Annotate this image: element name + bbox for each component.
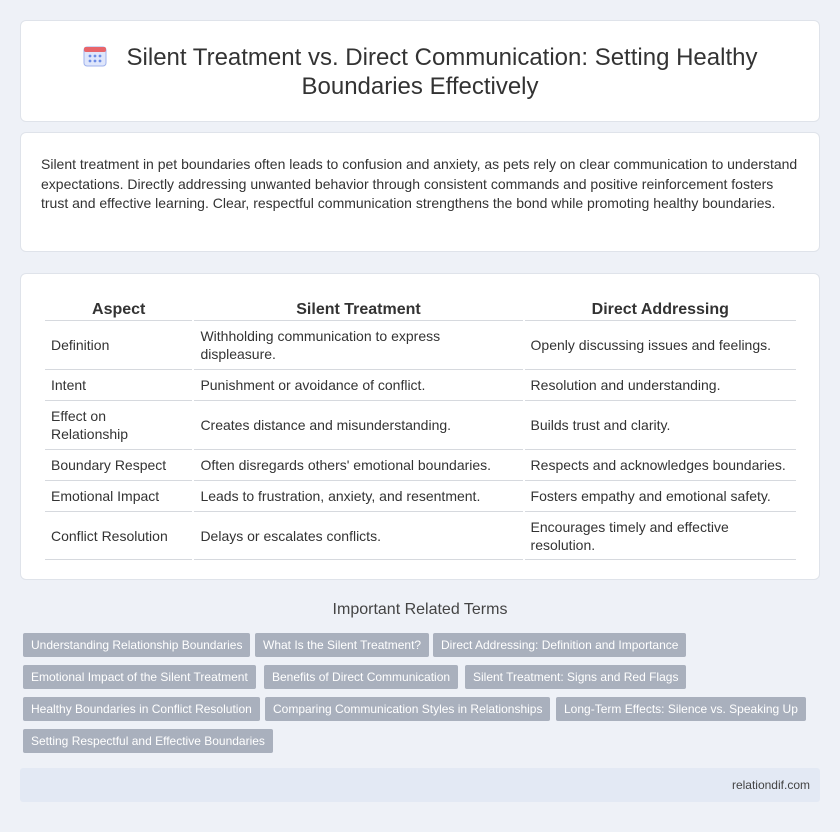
related-tag[interactable]: Understanding Relationship Boundaries bbox=[23, 633, 250, 657]
related-tag[interactable]: Setting Respectful and Effective Boundaries bbox=[23, 729, 273, 753]
cell-aspect: Conflict Resolution bbox=[45, 512, 192, 560]
header-aspect: Aspect bbox=[45, 294, 192, 321]
header-direct-addressing: Direct Addressing bbox=[525, 294, 796, 321]
related-tag[interactable]: Comparing Communication Styles in Relationships bbox=[265, 697, 550, 721]
cell-silent: Punishment or avoidance of conflict. bbox=[194, 370, 522, 401]
cell-silent: Creates distance and misunderstanding. bbox=[194, 401, 522, 450]
table-row bbox=[45, 401, 796, 450]
related-tag[interactable]: Healthy Boundaries in Conflict Resolution bbox=[23, 697, 260, 721]
cell-direct: Builds trust and clarity. bbox=[525, 401, 796, 450]
cell-direct: Resolution and understanding. bbox=[525, 370, 796, 401]
cell-aspect: Effect on Relationship bbox=[45, 401, 192, 450]
intro-card bbox=[20, 132, 820, 252]
footer bbox=[20, 768, 820, 802]
related-tag[interactable]: Emotional Impact of the Silent Treatment bbox=[23, 665, 256, 689]
cell-aspect: Boundary Respect bbox=[45, 450, 192, 481]
related-tag[interactable]: Silent Treatment: Signs and Red Flags bbox=[465, 665, 686, 689]
calendar-icon bbox=[83, 45, 107, 67]
intro-paragraph: Silent treatment in pet boundaries often leads to confusion and anxiety, as pets rely on clear communication to understand expectations. Directly addressing unwanted behavior through consistent commands and positive reinforcement fosters trust and effective learning. Clear, respectful communication strengthens the bond while promoting healthy boundaries. bbox=[41, 156, 798, 211]
cell-direct: Openly discussing issues and feelings. bbox=[525, 321, 796, 370]
comparison-table bbox=[43, 294, 798, 560]
related-tag[interactable]: Long-Term Effects: Silence vs. Speaking Up bbox=[556, 697, 806, 721]
cell-silent: Delays or escalates conflicts. bbox=[194, 512, 522, 560]
related-terms-heading: Important Related Terms bbox=[332, 601, 508, 618]
cell-silent: Leads to frustration, anxiety, and resentment. bbox=[194, 481, 522, 512]
cell-direct: Encourages timely and effective resolution. bbox=[525, 512, 796, 560]
table-header-row bbox=[45, 294, 796, 321]
table-row bbox=[45, 321, 796, 370]
cell-aspect: Definition bbox=[45, 321, 192, 370]
cell-aspect: Intent bbox=[45, 370, 192, 401]
page-title bbox=[21, 43, 819, 101]
cell-silent: Withholding communication to express displeasure. bbox=[194, 321, 522, 370]
title-text: Silent Treatment vs. Direct Communication: Setting Healthy Boundaries Effectively bbox=[126, 44, 758, 100]
related-tag[interactable]: Direct Addressing: Definition and Importance bbox=[433, 633, 686, 657]
header-silent-treatment: Silent Treatment bbox=[194, 294, 522, 321]
comparison-card bbox=[20, 273, 820, 580]
cell-aspect: Emotional Impact bbox=[45, 481, 192, 512]
header-card bbox=[20, 20, 820, 122]
footer-site-link[interactable]: relationdif.com bbox=[731, 778, 810, 792]
cell-direct: Fosters empathy and emotional safety. bbox=[525, 481, 796, 512]
table-row bbox=[45, 481, 796, 512]
related-tag[interactable]: Benefits of Direct Communication bbox=[264, 665, 458, 689]
cell-direct: Respects and acknowledges boundaries. bbox=[525, 450, 796, 481]
table-row bbox=[45, 450, 796, 481]
cell-silent: Often disregards others' emotional boundaries. bbox=[194, 450, 522, 481]
related-tag[interactable]: What Is the Silent Treatment? bbox=[255, 633, 429, 657]
table-row bbox=[45, 370, 796, 401]
table-row bbox=[45, 512, 796, 560]
